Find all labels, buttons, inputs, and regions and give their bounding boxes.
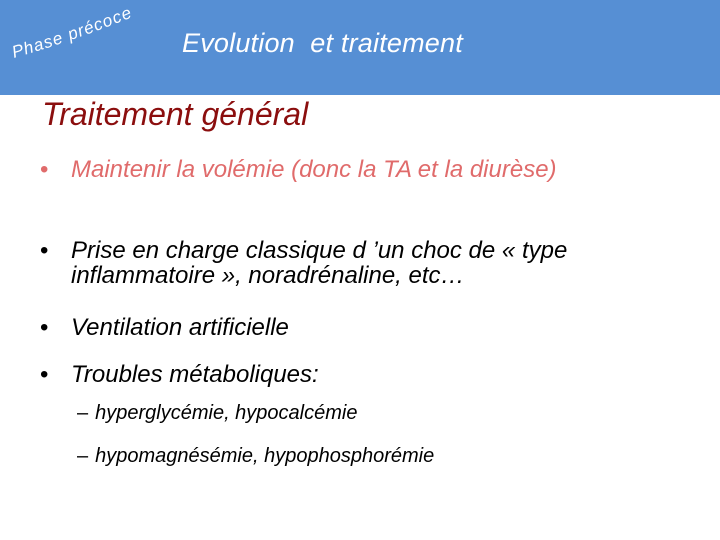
bullet-marker: • [40, 314, 49, 341]
sub-bullet-item [77, 445, 434, 468]
phase-label [10, 0, 140, 70]
phase-label-text [10, 3, 135, 62]
sub-bullet-text: hyperglycémie, hypocalcémie [95, 402, 358, 424]
bullet-marker: • [40, 156, 49, 183]
phase-label-path-text: Phase précoce [10, 2, 135, 62]
sub-bullet-text: hypomagnésémie, hypophosphorémie [95, 445, 435, 467]
bullet-marker: • [40, 237, 49, 264]
bullet-marker: • [40, 361, 49, 388]
bullet-text: Troubles métaboliques: [71, 361, 319, 388]
bullet-text: Ventilation artificielle [71, 314, 289, 341]
bullet-text: Prise en charge classique d ’un choc de « type inflammatoire », noradrénaline, etc… [71, 237, 568, 289]
sub-bullet-marker: – [77, 402, 89, 424]
sub-bullet-item [77, 402, 357, 425]
bullet-text: Maintenir la volémie (donc la TA et la diurèse) [71, 156, 557, 183]
section-title: Traitement général [42, 96, 309, 132]
sub-bullet-marker: – [77, 445, 89, 467]
slide-header-title: Evolution et traitement [182, 28, 463, 58]
